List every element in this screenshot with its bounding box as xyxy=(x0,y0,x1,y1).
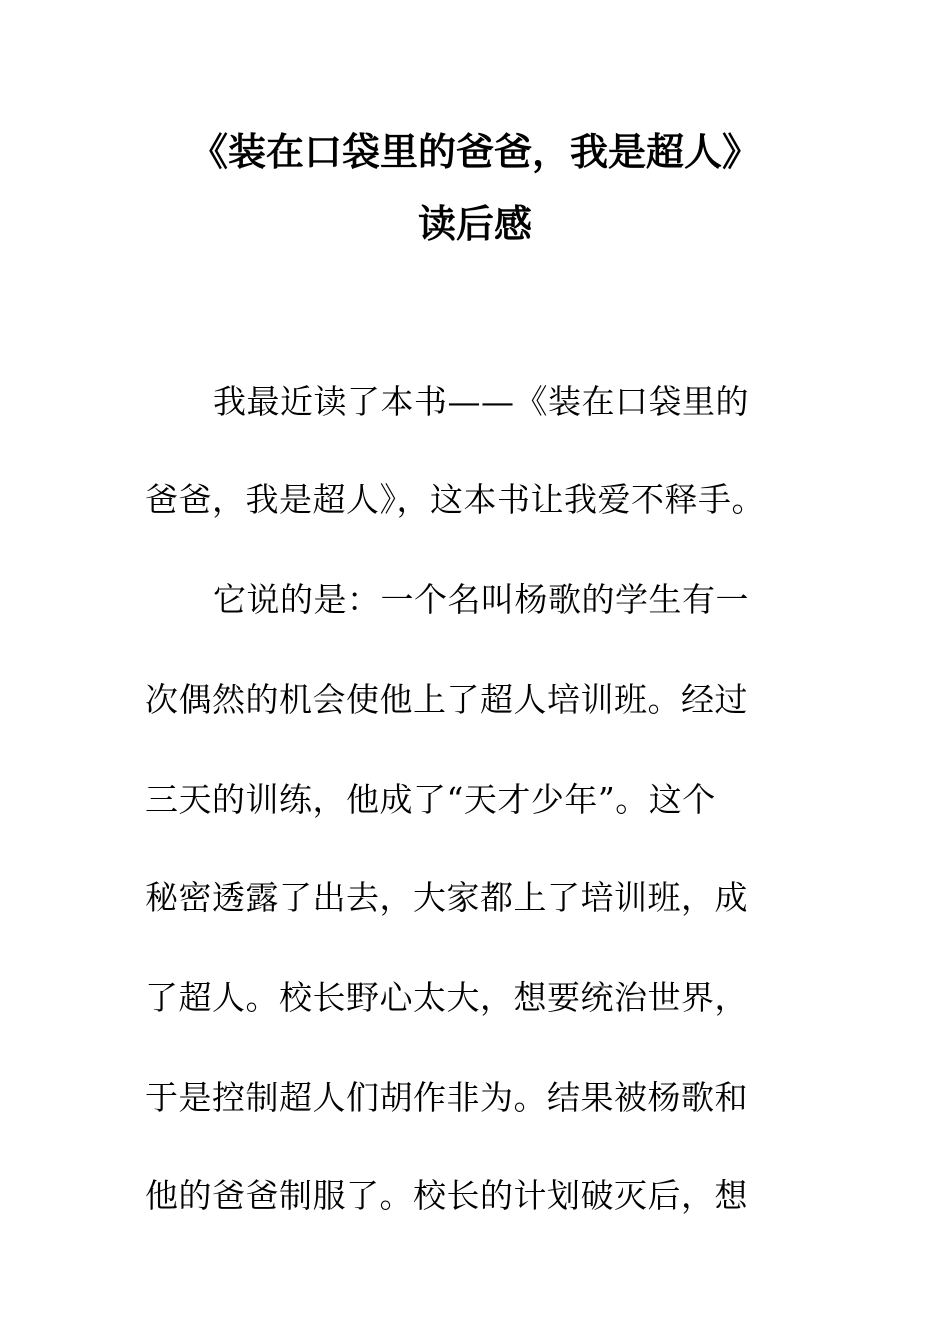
body-line-5: 三天的训练，他成了“天才少年”。这个 xyxy=(145,780,716,819)
document-title-line1: 《装在口袋里的爸爸，我是超人》 xyxy=(189,129,760,174)
body-line-7: 了超人。校长野心太大，想要统治世界， xyxy=(145,978,748,1017)
body-line-2: 爸爸，我是超人》，这本书让我爱不释手。 xyxy=(145,480,765,519)
body-line-4: 次偶然的机会使他上了超人培训班。经过 xyxy=(145,680,748,719)
document-title-line2: 读后感 xyxy=(417,201,532,246)
body-line-1: 我最近读了本书——《装在口袋里的 xyxy=(213,382,749,421)
body-line-3: 它说的是：一个名叫杨歌的学生有一 xyxy=(213,580,749,619)
body-line-8: 于是控制超人们胡作非为。结果被杨歌和 xyxy=(145,1078,748,1117)
body-line-9: 他的爸爸制服了。校长的计划破灭后，想 xyxy=(145,1176,748,1215)
body-line-6: 秘密透露了出去，大家都上了培训班，成 xyxy=(145,878,748,917)
